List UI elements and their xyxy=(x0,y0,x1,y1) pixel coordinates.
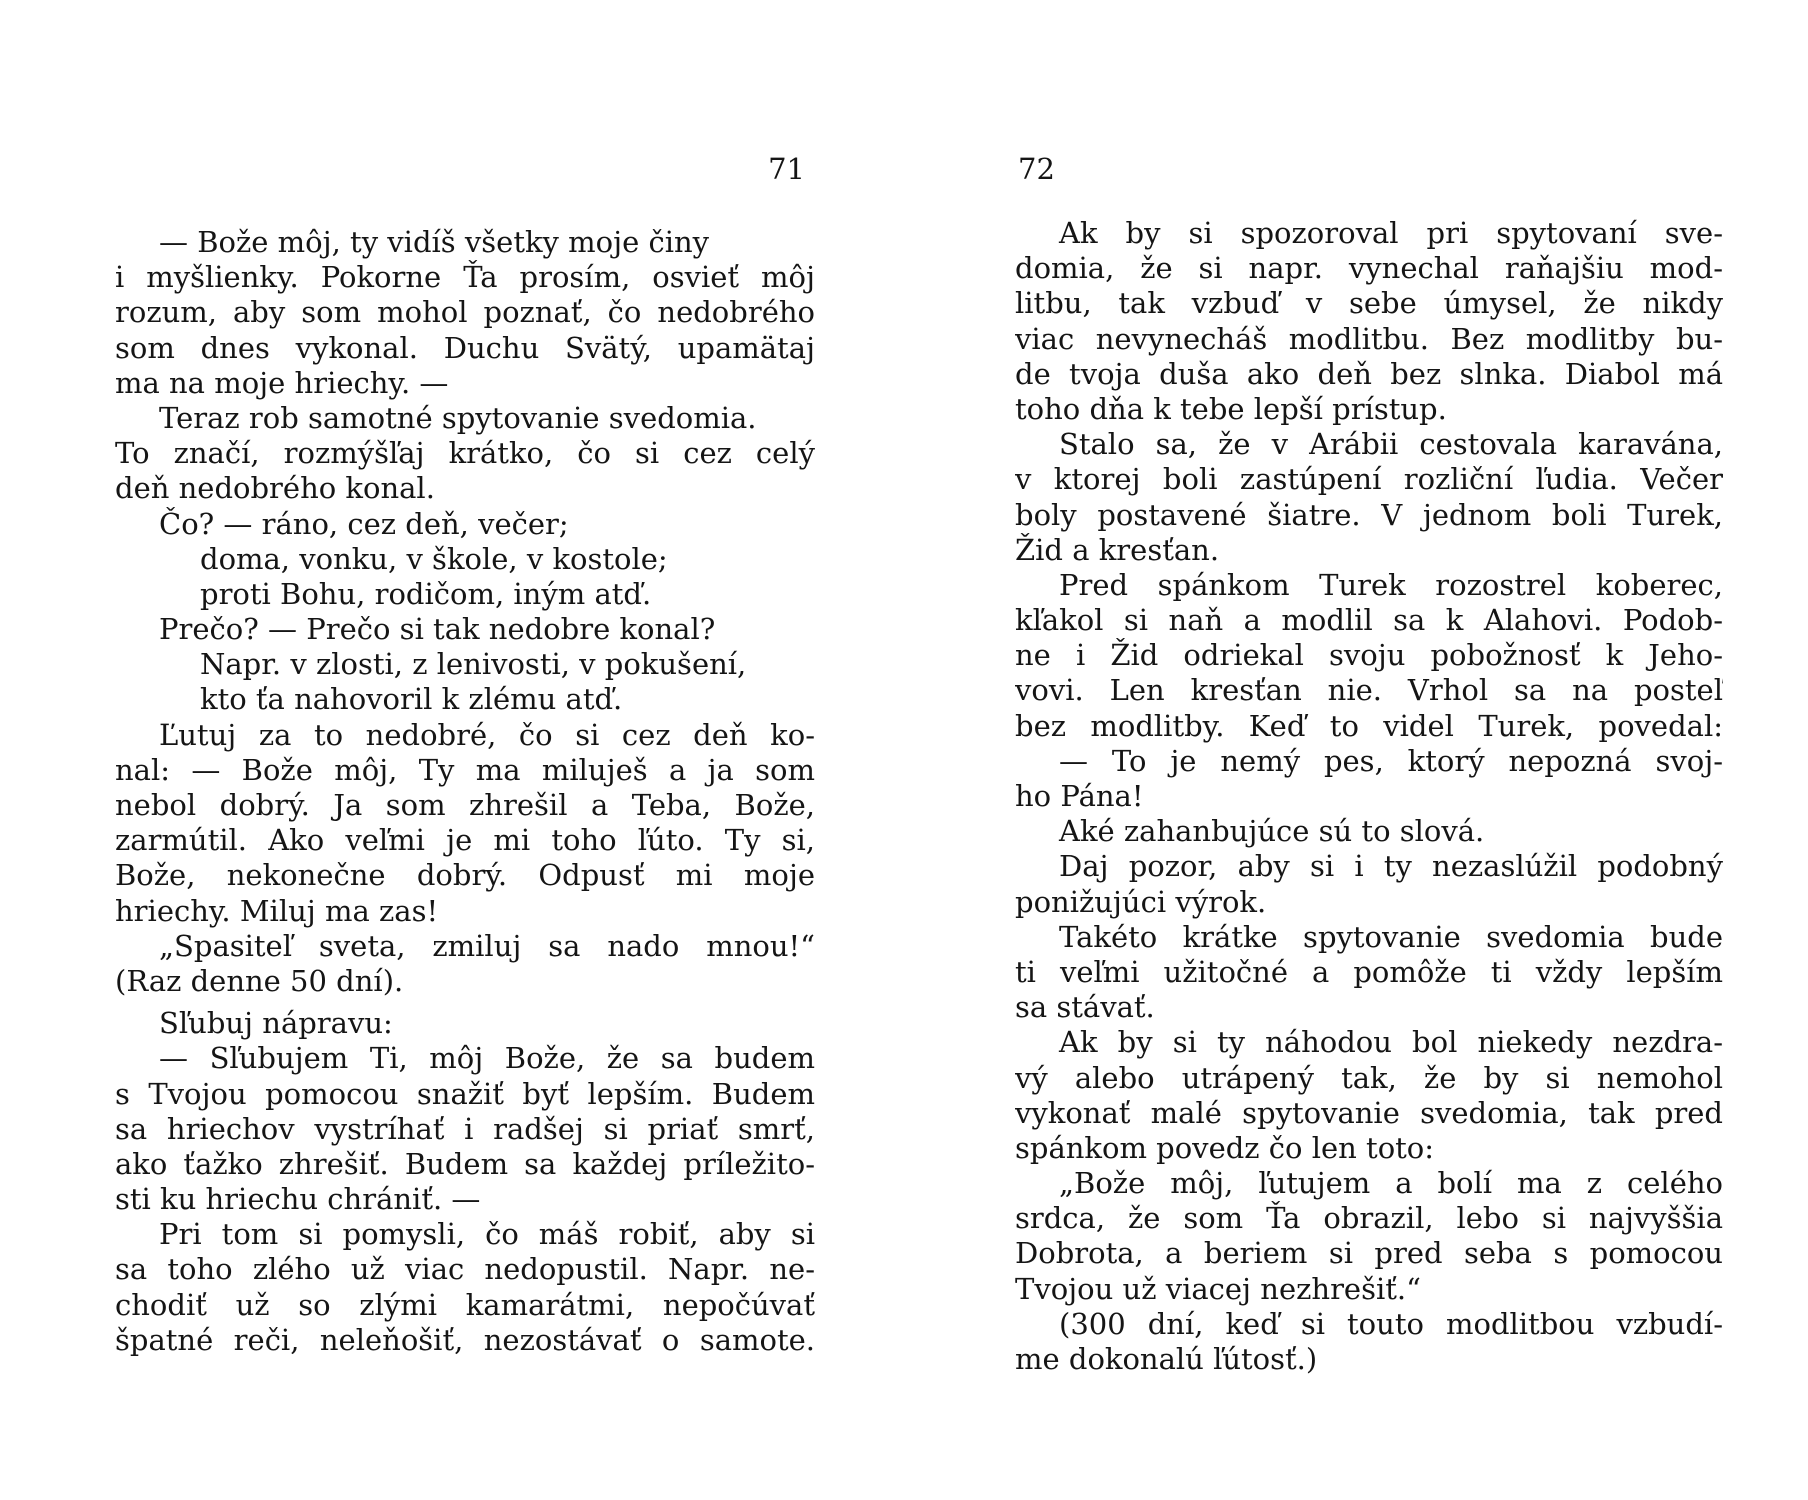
text-line: viac nevynecháš modlitbu. Bez modlitby bu- xyxy=(1015,321,1723,356)
text-line: Pri tom si pomysli, čo máš robiť, aby si xyxy=(159,1217,815,1252)
text-line: (Raz denne 50 dní). xyxy=(115,963,404,998)
text-line: — Bože môj, ty vidíš všetky moje činy xyxy=(159,225,710,259)
text-line: ho Pána! xyxy=(1015,779,1144,813)
text-line: boly postavené šiatre. V jednom boli Turek, xyxy=(1015,497,1723,532)
text-line: bez modlitby. Keď to videl Turek, povedal: xyxy=(1015,708,1723,743)
text-line: domia, že si napr. vynechal raňajšiu mod- xyxy=(1015,251,1723,286)
text-line: me dokonalú ľútosť.) xyxy=(1015,1342,1318,1376)
text-line: — Sľubujem Ti, môj Bože, že sa budem xyxy=(159,1041,815,1076)
text-line: hriechy. Miluj ma zas! xyxy=(115,893,439,928)
text-line: Bože, nekonečne dobrý. Odpusť mi moje xyxy=(115,858,815,893)
text-line: vykonať malé spytovanie svedomia, tak pred xyxy=(1015,1095,1723,1130)
text-line: Napr. v zlosti, z lenivosti, v pokušení, xyxy=(200,647,747,682)
text-line: deň nedobrého konal. xyxy=(115,471,435,506)
text-line: Pred spánkom Turek rozostrel koberec, xyxy=(1059,567,1723,602)
left-page xyxy=(115,0,815,1500)
text-line: i myšlienky. Pokorne Ťa prosím, osvieť môj xyxy=(115,260,815,295)
text-line: Takéto krátke spytovanie svedomia bude xyxy=(1059,919,1723,954)
text-line: Ak by si spozoroval pri spytovaní sve- xyxy=(1059,216,1723,250)
left-page-text xyxy=(115,225,815,1358)
text-line: ako ťažko zhrešiť. Budem sa každej príležito- xyxy=(115,1146,815,1181)
text-line: litbu, tak vzbuď v sebe úmysel, že nikdy xyxy=(1015,286,1723,321)
text-line: Stalo sa, že v Arábii cestovala karavána, xyxy=(1059,427,1723,462)
page-number: 72 xyxy=(1018,152,1055,186)
text-line: spánkom povedz čo len toto: xyxy=(1015,1130,1435,1165)
text-line: To značí, rozmýšľaj krátko, čo si cez celý xyxy=(115,436,815,471)
text-line: rozum, aby som mohol poznať, čo nedobrého xyxy=(115,295,815,330)
text-line: ponižujúci výrok. xyxy=(1015,884,1267,919)
text-line: Ak by si ty náhodou bol niekedy nezdra- xyxy=(1059,1025,1723,1060)
text-line: sti ku hriechu chrániť. — xyxy=(115,1182,481,1217)
text-line: toho dňa k tebe lepší prístup. xyxy=(1015,391,1447,426)
text-line: (300 dní, keď si touto modlitbou vzbudí- xyxy=(1059,1306,1723,1341)
text-line: sa stávať. xyxy=(1015,990,1155,1025)
text-line: proti Bohu, rodičom, iným atď. xyxy=(200,576,652,611)
text-line: Žid a kresťan. xyxy=(1015,532,1220,567)
text-line: — To je nemý pes, ktorý nepozná svoj- xyxy=(1059,743,1723,778)
text-line: chodiť už so zlými kamarátmi, nepočúvať xyxy=(115,1287,815,1322)
page-number: 71 xyxy=(768,152,805,186)
right-page-text xyxy=(1015,216,1723,1377)
text-line: doma, vonku, v škole, v kostole; xyxy=(200,541,668,576)
text-line: srdca, že som Ťa obrazil, lebo si najvyššia xyxy=(1015,1201,1723,1236)
text-line: ma na moje hriechy. — xyxy=(115,365,449,400)
text-line: Ľutuj za to nedobré, čo si cez deň ko- xyxy=(159,717,815,752)
text-line: vovi. Len kresťan nie. Vrhol sa na posteľ xyxy=(1015,673,1723,708)
text-line: sa hriechov vystríhať i radšej si priať smrť, xyxy=(115,1111,815,1146)
text-line: kto ťa nahovoril k zlému atď. xyxy=(200,682,623,717)
text-line: Teraz rob samotné spytovanie svedomia. xyxy=(159,400,757,435)
text-line: ne i Žid odriekal svoju pobožnosť k Jeho- xyxy=(1015,638,1723,673)
text-line: Daj pozor, aby si i ty nezaslúžil podobný xyxy=(1059,849,1723,884)
text-line: „Spasiteľ sveta, zmiluj sa nado mnou!“ xyxy=(159,928,815,963)
text-line: nebol dobrý. Ja som zhrešil a Teba, Bože, xyxy=(115,788,815,822)
section-heading: Sľubuj nápravu: xyxy=(159,1006,393,1041)
text-line: Dobrota, a beriem si pred seba s pomocou xyxy=(1015,1236,1723,1271)
text-line: Aké zahanbujúce sú to slová. xyxy=(1059,814,1485,849)
text-line: Čo? — ráno, cez deň, večer; xyxy=(159,506,569,541)
text-line: Prečo? — Prečo si tak nedobre konal? xyxy=(159,612,716,647)
text-line: špatné reči, neleňošiť, nezostávať o samote. xyxy=(115,1322,815,1357)
text-line: nal: — Bože môj, Ty ma miluješ a ja som xyxy=(115,752,815,787)
text-line: Tvojou už viacej nezhrešiť.“ xyxy=(1015,1271,1421,1306)
text-line: som dnes vykonal. Duchu Svätý, upamätaj xyxy=(115,330,815,365)
text-line: s Tvojou pomocou snažiť byť lepším. Budem xyxy=(115,1076,815,1111)
text-line: v ktorej boli zastúpení rozliční ľudia. Večer xyxy=(1015,462,1723,497)
text-line: vý alebo utrápený tak, že by si nemohol xyxy=(1015,1060,1723,1095)
text-line: kľakol si naň a modlil sa k Alahovi. Podob- xyxy=(1015,603,1723,638)
text-line: de tvoja duša ako deň bez slnka. Diabol má xyxy=(1015,356,1723,391)
text-line: „Bože môj, ľutujem a bolí ma z celého xyxy=(1059,1166,1723,1201)
text-line: zarmútil. Ako veľmi je mi toho ľúto. Ty si, xyxy=(115,823,815,858)
text-line: ti veľmi užitočné a pomôže ti vždy lepším xyxy=(1015,954,1723,989)
text-line: sa toho zlého už viac nedopustil. Napr. ne- xyxy=(115,1252,815,1287)
right-page xyxy=(1015,0,1723,1500)
